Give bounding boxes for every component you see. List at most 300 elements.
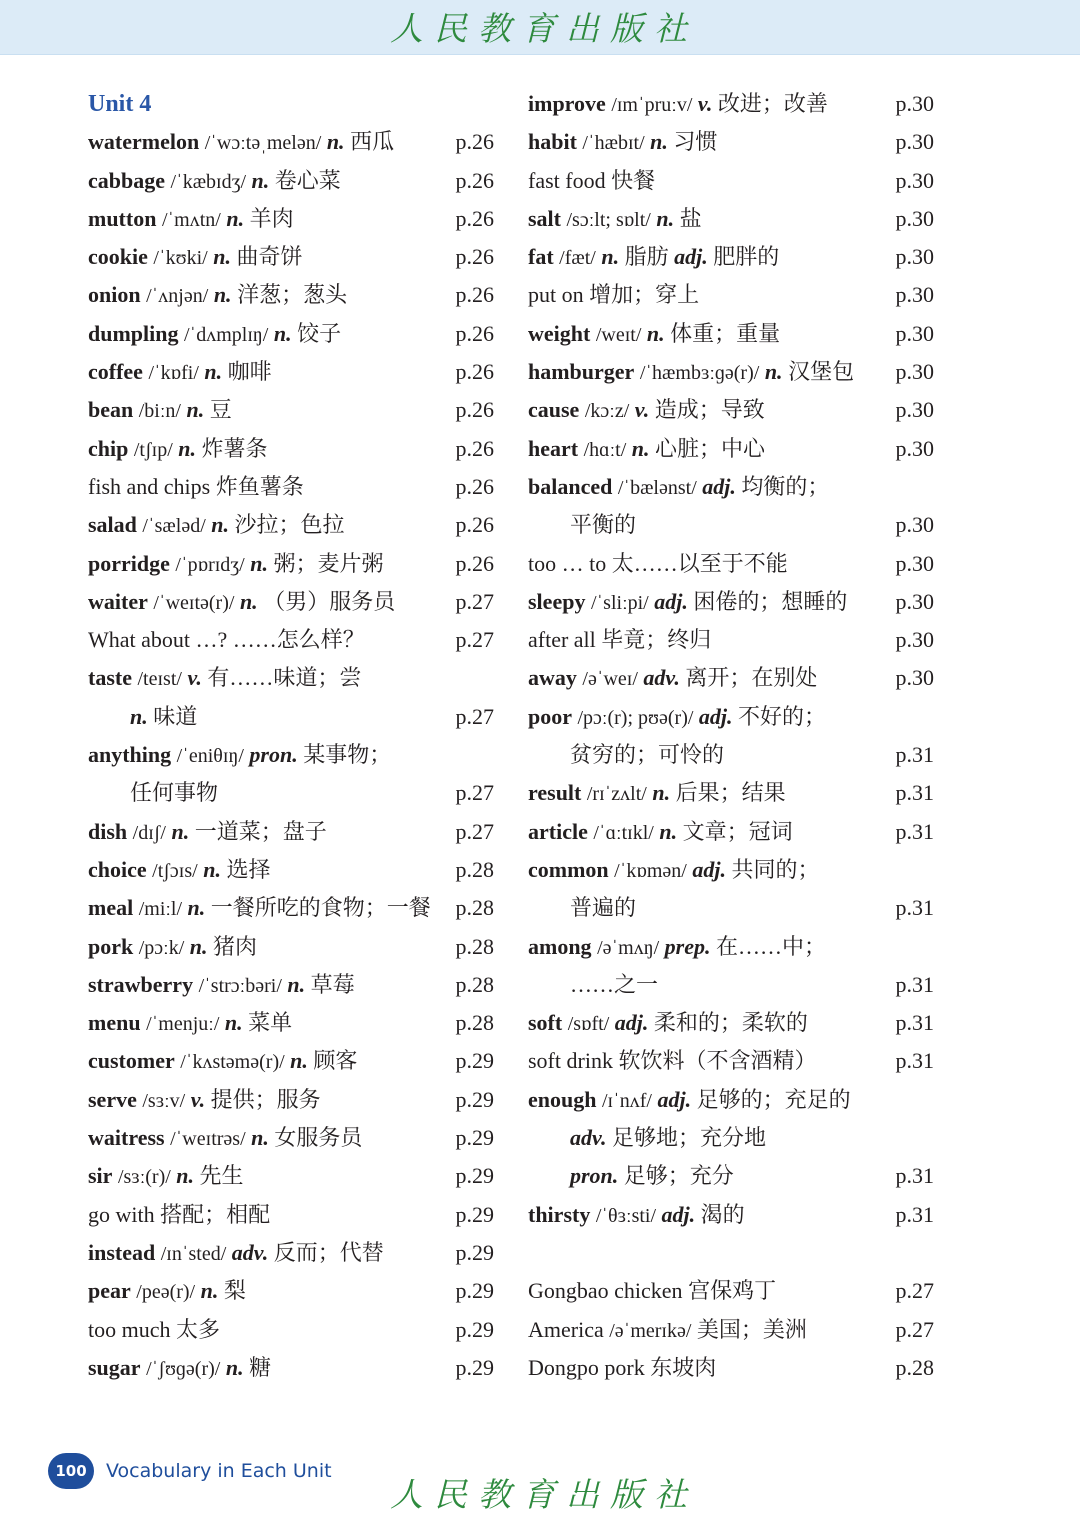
meaning: 炸鱼薯条	[215, 473, 304, 499]
part-of-speech: n.	[200, 1278, 219, 1304]
vocab-entry	[528, 430, 934, 468]
page-ref: p.30	[895, 550, 934, 576]
vocab-entry	[528, 1004, 934, 1042]
vocab-entry	[528, 851, 934, 889]
vocab-entry	[88, 1157, 494, 1195]
meaning: 宫保鸡丁	[688, 1278, 777, 1304]
page-ref: p.27	[895, 1316, 934, 1342]
page-ref: p.31	[895, 971, 934, 997]
headword: pear	[88, 1278, 131, 1304]
meaning: 沙拉；色拉	[234, 512, 345, 538]
part-of-speech: adj.	[702, 473, 736, 499]
vocab-column-left	[88, 85, 494, 1387]
vocab-entry	[88, 238, 494, 276]
meaning: 糖	[249, 1354, 272, 1380]
meaning: 顾客	[313, 1048, 358, 1074]
pronunciation: /pɔːk/	[138, 936, 185, 959]
vocab-entry	[528, 391, 934, 429]
meaning: 炸薯条	[201, 435, 268, 461]
part-of-speech: n.	[189, 933, 208, 959]
page-ref: p.30	[895, 167, 934, 193]
part-of-speech: adj.	[654, 588, 688, 614]
part-of-speech: n.	[186, 397, 205, 423]
pronunciation: /ˈbælənst/	[617, 476, 697, 499]
page-ref: p.26	[455, 435, 494, 461]
meaning: 美国；美洲	[696, 1316, 807, 1342]
page-ref: p.27	[455, 818, 494, 844]
part-of-speech: n.	[287, 971, 306, 997]
page-ref: p.31	[895, 1163, 934, 1189]
meaning: 足够；充分	[623, 1163, 734, 1189]
vocab-entry	[88, 506, 494, 544]
pronunciation: /ˈstrɔːbəri/	[198, 974, 282, 997]
pronunciation: /ˈkɒfi/	[148, 362, 199, 385]
headword: dumpling	[88, 320, 179, 346]
part-of-speech: n.	[652, 780, 671, 806]
pronunciation: /ˈmʌtn/	[161, 208, 221, 231]
headword: habit	[528, 129, 577, 155]
headword: result	[528, 780, 582, 806]
headword: pork	[88, 933, 134, 959]
headword: hamburger	[528, 359, 635, 385]
part-of-speech: v.	[190, 1086, 206, 1112]
blank-row	[528, 1234, 934, 1272]
vocab-entry	[528, 123, 934, 161]
pronunciation: /ˈhæbɪt/	[582, 132, 645, 155]
pronunciation: /ˈweɪtrəs/	[170, 1128, 246, 1151]
page-ref: p.27	[455, 588, 494, 614]
phrase: fast food	[528, 167, 606, 193]
meaning: 改进；改善	[717, 91, 828, 116]
vocab-entry	[528, 736, 934, 774]
headword: common	[528, 856, 609, 882]
part-of-speech: n.	[659, 818, 678, 844]
part-of-speech: n.	[171, 818, 190, 844]
vocab-entry	[88, 123, 494, 161]
headword: heart	[528, 435, 579, 461]
phrase: too … to	[528, 550, 607, 576]
page-ref: p.31	[895, 1201, 934, 1227]
vocab-entry	[528, 774, 934, 812]
meaning: 有……味道；尝	[207, 665, 362, 691]
pronunciation: /ˈkɒmən/	[614, 859, 687, 882]
phrase: America	[528, 1316, 604, 1342]
meaning: 肥胖的	[713, 244, 780, 270]
meaning: 文章；冠词	[682, 818, 793, 844]
meaning: 卷心菜	[274, 167, 341, 193]
meaning: ……怎么样？	[232, 627, 365, 653]
page-ref: p.28	[895, 1354, 934, 1380]
vocab-entry	[88, 659, 494, 697]
pronunciation: /kɔːz/	[584, 400, 630, 423]
meaning: 不好的；	[738, 703, 827, 729]
pronunciation: /ˈθɜːsti/	[595, 1204, 657, 1227]
vocab-entry	[528, 1311, 934, 1349]
part-of-speech: adv.	[643, 665, 680, 691]
meaning: 太……以至于不能	[611, 550, 788, 576]
vocab-entry	[88, 851, 494, 889]
headword: thirsty	[528, 1201, 591, 1227]
page-ref: p.31	[895, 1010, 934, 1036]
vocab-entry	[88, 736, 494, 774]
part-of-speech: adj.	[657, 1086, 692, 1112]
meaning: 提供；服务	[210, 1086, 321, 1112]
meaning: 毕竟；终归	[601, 627, 712, 653]
page-ref: p.29	[455, 1125, 494, 1151]
headword: sleepy	[528, 588, 586, 614]
headword: strawberry	[88, 971, 194, 997]
part-of-speech: n.	[213, 244, 231, 270]
part-of-speech: n.	[226, 205, 245, 231]
headword: fat	[528, 244, 554, 270]
phrase: after all	[528, 627, 596, 653]
pronunciation: /rɪˈzʌlt/	[586, 783, 647, 806]
part-of-speech: n.	[176, 1163, 195, 1189]
vocab-entry	[88, 430, 494, 468]
meaning: 脂肪	[624, 244, 669, 270]
page-ref: p.26	[455, 320, 494, 346]
vocab-entry	[528, 928, 934, 966]
page-ref: p.28	[455, 971, 494, 997]
pronunciation: /sɔːlt; sɒlt/	[566, 208, 651, 231]
pronunciation: /ˈsæləd/	[142, 515, 206, 538]
part-of-speech: n.	[290, 1048, 308, 1074]
part-of-speech: n.	[130, 703, 148, 729]
meaning: 体重；重量	[670, 320, 781, 346]
page-ref: p.30	[895, 320, 934, 346]
vocab-entry	[88, 583, 494, 621]
part-of-speech: n.	[178, 435, 196, 461]
headword: watermelon	[88, 129, 200, 155]
pronunciation: /dɪʃ/	[132, 821, 166, 844]
page-ref: p.29	[455, 1201, 494, 1227]
meaning: 共同的；	[731, 856, 820, 882]
unit-heading: Unit 4	[88, 91, 152, 117]
headword: weight	[528, 320, 591, 346]
headword: sir	[88, 1163, 113, 1189]
vocab-entry	[88, 1234, 494, 1272]
part-of-speech: n.	[601, 244, 620, 270]
meaning: 饺子	[297, 320, 342, 346]
meaning: 羊肉	[249, 205, 294, 231]
page-ref: p.28	[455, 856, 494, 882]
meaning: 增加；穿上	[589, 282, 700, 308]
part-of-speech: adj.	[698, 703, 733, 729]
vocab-entry	[88, 1311, 494, 1349]
part-of-speech: adv.	[231, 1239, 269, 1265]
part-of-speech: n.	[656, 205, 675, 231]
pronunciation: /ˈmenjuː/	[146, 1013, 220, 1036]
meaning: 粥；麦片粥	[273, 550, 384, 576]
phrase: Dongpo pork	[528, 1354, 645, 1380]
pronunciation: /ɪˈnʌf/	[601, 1089, 652, 1112]
headword: coffee	[88, 359, 143, 385]
page-ref: p.30	[895, 435, 934, 461]
meaning: 造成；导致	[654, 397, 765, 423]
vocab-entry	[528, 1042, 934, 1080]
vocab-entry	[88, 276, 494, 314]
meaning: 洋葱；葱头	[237, 282, 348, 308]
part-of-speech: pron.	[570, 1163, 619, 1189]
meaning: 足够的；充足的	[696, 1086, 851, 1112]
vocab-entry	[528, 889, 934, 927]
pronunciation: /fæt/	[559, 247, 596, 270]
headword: cabbage	[88, 167, 165, 193]
meaning: 贫穷的；可怜的	[570, 742, 725, 768]
headword: improve	[528, 91, 606, 116]
page-ref: p.31	[895, 780, 934, 806]
page-ref: p.30	[895, 244, 934, 270]
page-ref: p.30	[895, 397, 934, 423]
headword: among	[528, 933, 592, 959]
meaning: 菜单	[248, 1010, 293, 1036]
page-ref: p.27	[455, 703, 494, 729]
pronunciation: /ˈeniθɪŋ/	[176, 745, 244, 768]
page-ref: p.28	[455, 895, 494, 921]
headword: poor	[528, 703, 572, 729]
part-of-speech: n.	[211, 512, 230, 538]
meaning: 搭配；相配	[160, 1201, 271, 1227]
vocab-entry	[528, 353, 934, 391]
headword: dish	[88, 818, 128, 844]
vocab-entry	[88, 698, 494, 736]
meaning: ……之一	[570, 971, 659, 997]
headword: salad	[88, 512, 137, 538]
vocab-entry	[528, 85, 934, 123]
vocab-entry	[88, 889, 494, 927]
part-of-speech: adv.	[570, 1125, 607, 1151]
page-ref: p.26	[455, 359, 494, 385]
vocab-entry	[88, 1272, 494, 1310]
part-of-speech: v.	[697, 91, 713, 116]
page-ref: p.30	[895, 512, 934, 538]
page-ref: p.26	[455, 129, 494, 155]
part-of-speech: prep.	[664, 933, 711, 959]
pronunciation: /miːl/	[138, 898, 183, 921]
page-ref: p.26	[455, 282, 494, 308]
pronunciation: /əˈweɪ/	[582, 668, 638, 691]
pronunciation: /ˈsliːpi/	[590, 591, 649, 614]
headword: enough	[528, 1086, 597, 1112]
headword: menu	[88, 1010, 141, 1036]
vocab-entry	[528, 238, 934, 276]
vocab-entry	[88, 545, 494, 583]
pronunciation: /ˈkæbɪdʒ/	[170, 170, 247, 193]
meaning: 草莓	[310, 971, 355, 997]
meaning: 软饮料（不含酒精）	[618, 1048, 817, 1074]
page-ref: p.27	[455, 780, 494, 806]
part-of-speech: v.	[634, 397, 650, 423]
headword: waiter	[88, 588, 148, 614]
page-ref: p.29	[455, 1354, 494, 1380]
part-of-speech: n.	[326, 129, 345, 155]
headword: sugar	[88, 1354, 141, 1380]
part-of-speech: pron.	[249, 742, 298, 768]
page-ref: p.31	[895, 895, 934, 921]
page-ref: p.30	[895, 205, 934, 231]
meaning: 快餐	[611, 167, 656, 193]
headword: waitress	[88, 1125, 165, 1151]
publisher-logo-top: 人民教育出版社	[390, 9, 698, 48]
headword: customer	[88, 1048, 175, 1074]
pronunciation: /pɔː(r); pʊə(r)/	[577, 706, 694, 729]
vocab-entry	[88, 774, 494, 812]
headword: chip	[88, 435, 129, 461]
page-ref: p.29	[455, 1239, 494, 1265]
headword: anything	[88, 742, 172, 768]
page-ref: p.27	[895, 1278, 934, 1304]
part-of-speech: n.	[250, 550, 268, 576]
meaning: 盐	[679, 205, 702, 231]
page-ref: p.26	[455, 205, 494, 231]
meaning: 普遍的	[570, 895, 637, 921]
part-of-speech: n.	[646, 320, 665, 346]
pronunciation: /ˈɑːtɪkl/	[593, 821, 654, 844]
pronunciation: /ˈwɔːtəˌmelən/	[204, 132, 322, 155]
page-ref: p.26	[455, 550, 494, 576]
meaning: 某事物；	[303, 742, 392, 768]
meaning: （男）服务员	[263, 588, 396, 614]
page-ref: p.30	[895, 359, 934, 385]
pronunciation: /ɪmˈpruːv/	[611, 94, 693, 116]
page-ref: p.29	[455, 1086, 494, 1112]
page-ref: p.29	[455, 1048, 494, 1074]
meaning: 平衡的	[570, 512, 637, 538]
meaning: 太多	[176, 1316, 221, 1342]
vocab-entry	[88, 813, 494, 851]
headword: instead	[88, 1239, 156, 1265]
headword: cause	[528, 397, 580, 423]
phrase: put on	[528, 282, 584, 308]
vocab-entry	[88, 928, 494, 966]
phrase: Gongbao chicken	[528, 1278, 683, 1304]
pronunciation: /ˈʌnjən/	[146, 285, 209, 308]
meaning: 猪肉	[213, 933, 258, 959]
section-title: Vocabulary in Each Unit	[106, 1460, 332, 1482]
meaning: 后果；结果	[675, 780, 786, 806]
phrase: too much	[88, 1316, 171, 1342]
pronunciation: /teɪst/	[137, 668, 182, 691]
part-of-speech: n.	[764, 359, 783, 385]
vocab-entry	[528, 1196, 934, 1234]
pronunciation: /hɑːt/	[583, 438, 627, 461]
page-ref: p.31	[895, 742, 934, 768]
page-number-badge: 100	[48, 1453, 94, 1489]
vocab-entry	[88, 315, 494, 353]
phrase: What about …?	[88, 627, 228, 653]
page-ref: p.26	[455, 473, 494, 499]
vocab-entry	[528, 1157, 934, 1195]
vocab-entry	[528, 506, 934, 544]
headword: salt	[528, 205, 561, 231]
pronunciation: /biːn/	[138, 400, 181, 423]
page-ref: p.30	[895, 129, 934, 155]
part-of-speech: n.	[251, 1125, 269, 1151]
phrase: fish and chips	[88, 473, 211, 499]
vocab-entry	[88, 1042, 494, 1080]
page-ref: p.30	[895, 665, 934, 691]
part-of-speech: n.	[225, 1354, 244, 1380]
page-ref: p.26	[455, 512, 494, 538]
page-ref: p.27	[455, 627, 494, 653]
vocab-entry	[88, 353, 494, 391]
pronunciation: /ˈweɪtə(r)/	[153, 591, 235, 614]
pronunciation: /ˈdʌmplɪŋ/	[184, 323, 269, 346]
vocab-entry	[528, 276, 934, 314]
page-ref: p.26	[455, 244, 494, 270]
page-ref: p.28	[455, 1010, 494, 1036]
vocab-column-right	[528, 85, 934, 1387]
page-ref: p.28	[455, 933, 494, 959]
part-of-speech: v.	[187, 665, 202, 691]
part-of-speech: n.	[251, 167, 270, 193]
vocab-entry	[528, 1081, 934, 1119]
vocab-entry	[88, 621, 494, 659]
vocab-entry	[528, 698, 934, 736]
vocab-entry	[88, 162, 494, 200]
page-ref: p.26	[455, 167, 494, 193]
meaning: 女服务员	[274, 1125, 363, 1151]
page-ref: p.30	[895, 282, 934, 308]
pronunciation: /peə(r)/	[136, 1281, 196, 1304]
part-of-speech: n.	[203, 856, 221, 882]
meaning: 味道	[153, 703, 198, 729]
vocab-entry	[88, 966, 494, 1004]
vocab-entry	[88, 468, 494, 506]
vocab-entry	[528, 659, 934, 697]
meaning: 一道菜；盘子	[194, 818, 327, 844]
part-of-speech: adj.	[692, 856, 726, 882]
part-of-speech: n.	[650, 129, 668, 155]
meaning: 咖啡	[227, 359, 272, 385]
part-of-speech: n.	[204, 359, 223, 385]
part-of-speech: n.	[187, 895, 206, 921]
pronunciation: /weɪt/	[595, 323, 642, 346]
headword: balanced	[528, 473, 613, 499]
meaning: 先生	[199, 1163, 244, 1189]
vocab-entry	[528, 583, 934, 621]
part-of-speech: n.	[631, 435, 650, 461]
vocab-entry	[528, 621, 934, 659]
meaning: 任何事物	[130, 780, 219, 806]
vocab-entry	[528, 1272, 934, 1310]
vocab-entry	[528, 813, 934, 851]
part-of-speech: n.	[273, 320, 292, 346]
vocab-entry	[88, 1081, 494, 1119]
meaning: 在……中；	[716, 933, 827, 959]
vocab-entry	[88, 200, 494, 238]
headword: serve	[88, 1086, 137, 1112]
page-ref: p.31	[895, 1048, 934, 1074]
meaning: 东坡肉	[650, 1354, 717, 1380]
meaning: 离开；在别处	[685, 665, 818, 691]
pronunciation: /əˈmerɪkə/	[609, 1319, 692, 1342]
headword: porridge	[88, 550, 170, 576]
meaning: 足够地；充分地	[611, 1125, 766, 1151]
pronunciation: /sɒft/	[567, 1013, 610, 1036]
headword: taste	[88, 665, 132, 691]
pronunciation: /sɜː(r)/	[117, 1166, 171, 1189]
vocab-entry	[528, 1119, 934, 1157]
headword: article	[528, 818, 588, 844]
headword: mutton	[88, 205, 157, 231]
part-of-speech: adj.	[614, 1010, 649, 1036]
meaning: 一餐所吃的食物；一餐	[210, 895, 431, 921]
pronunciation: /ˈhæmbɜːɡə(r)/	[639, 362, 760, 385]
meaning: 习惯	[673, 129, 718, 155]
pronunciation: /ˈkʊki/	[153, 247, 208, 270]
meaning: 柔和的；柔软的	[653, 1010, 808, 1036]
